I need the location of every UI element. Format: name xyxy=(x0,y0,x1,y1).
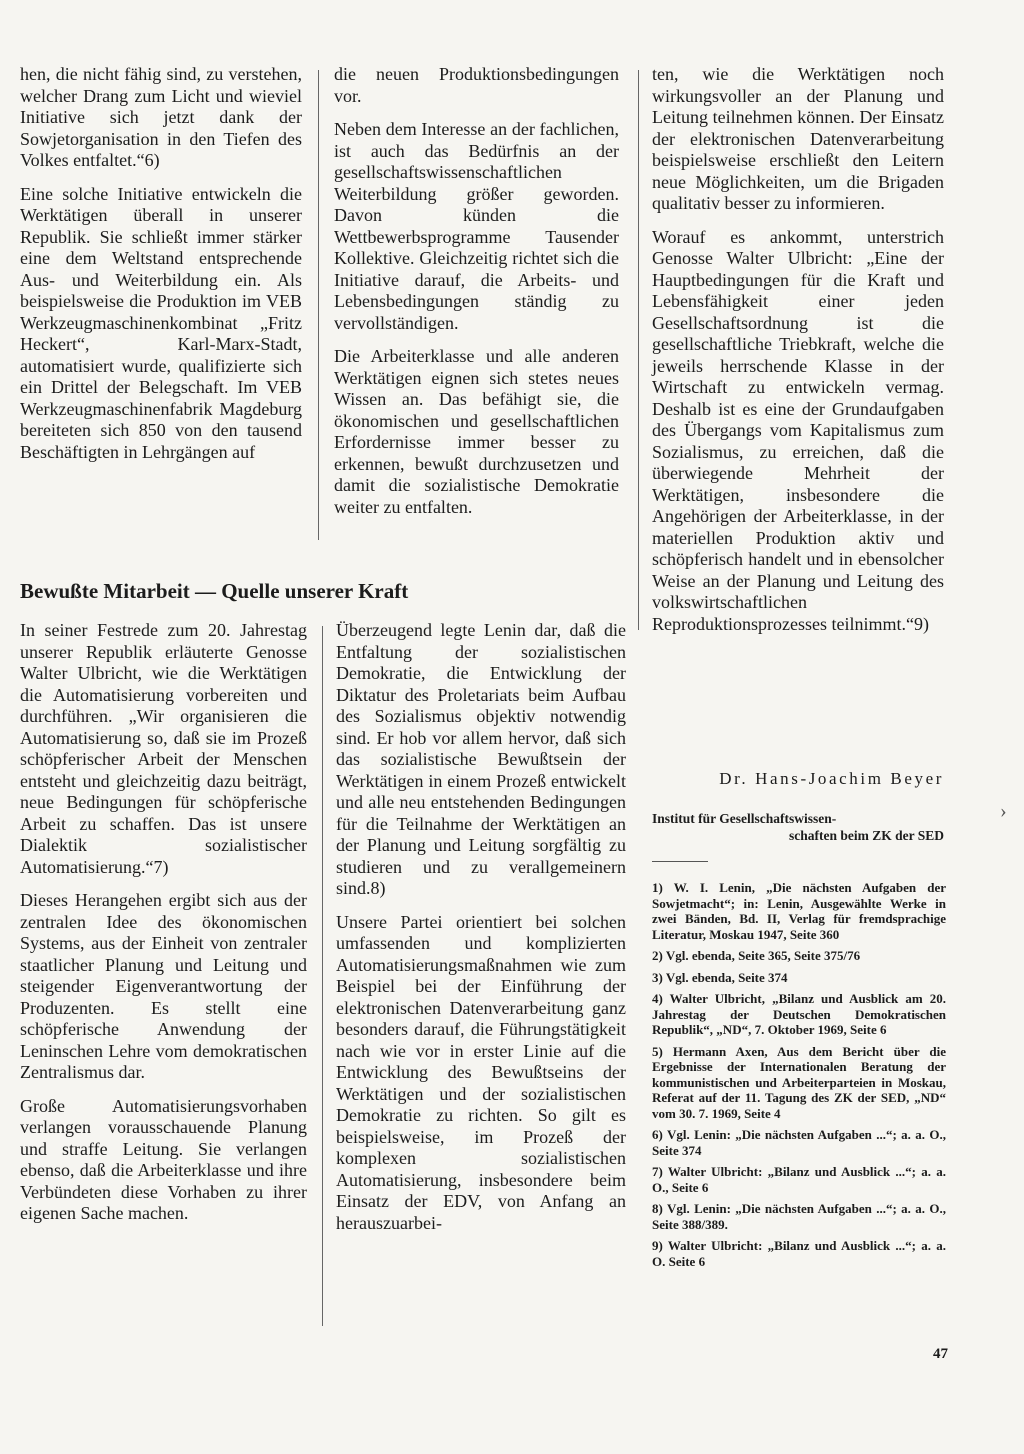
footnote: 5) Hermann Axen, Aus dem Bericht über die Ergebnisse der Internationalen Beratung der kommunistischen und Arbeiterparteien in Moskau, Referat auf der 11. Tagung des ZK der SED, „ND“ vom 30. 7. 1969, Seite 4 xyxy=(652,1043,946,1121)
footnote: 2) Vgl. ebenda, Seite 365, Seite 375/76 xyxy=(652,948,861,963)
bottom-column-2 xyxy=(336,620,626,1246)
author-institute xyxy=(652,810,944,844)
paragraph: Die Arbeiterklasse und alle anderen Werktätigen eignen sich stetes neues Wissen an. Das befähigt sie, die ökonomischen und gesellschaftlichen Erfordernisse immer besser zu erkennen, bewußt durchzusetzen und damit die sozialistische Demokratie weiter zu entfalten. xyxy=(334,346,619,517)
top-column-1 xyxy=(20,64,302,475)
paragraph: Worauf es ankommt, unterstrich Genosse Walter Ulbricht: „Eine der Hauptbedingungen für die Kraft und Lebensfähigkeit einer jeden Gesellschaftsordnung ist die gesellschaftliche Triebkraft, welche die jeweils herrschende Klasse in der Wirtschaft zu entwickeln vermag. Deshalb ist es eine der Grundaufgaben des Übergangs vom Kapitalismus zum Sozialismus, zu erreichen, daß die überwiegende Mehrheit der Werktätigen, insbesondere die Angehörigen der Arbeiterklasse, in der materiellen Produktion aktiv und schöpferisch handelt und in ebensolcher Weise an der Planung und Leitung des volkswirtschaftlichen Reproduktionsprozesses teilnimmt.“9) xyxy=(652,226,944,634)
column-divider xyxy=(638,70,639,630)
paragraph: Überzeugend legte Lenin dar, daß die Entfaltung der sozialistischen Demokratie, die Entwicklung der Diktatur des Proletariats beim Aufbau des Sozialismus objektiv notwendig sind. Er hob vor allem hervor, daß sich das sozialistische Bewußtsein der Werktätigen in einem Prozeß entwickelt und alle neu entstehenden Bedingungen für die Teilnahme der Werktätigen an der Planung und Leitung sorgfältig zu studieren und zu verallgemeinern sind.8) xyxy=(336,620,626,898)
paragraph: Eine solche Initiative entwickeln die Werktätigen überall in unserer Republik. Sie schließt immer stärker eine dem Weltstand entsprechende Aus- und Weiterbildung ein. Als beispielsweise die Produktion im VEB Werkzeugmaschinenkombinat „Fritz Heckert“, Karl-Marx-Stadt, automatisiert wurde, qualifizierte sich ein Drittel der Belegschaft. Im VEB Werkzeugmaschinenfabrik Magdeburg bereiteten sich 850 von den tausend Beschäftigten in Lehrgängen auf xyxy=(20,183,302,462)
margin-mark: › xyxy=(1000,800,1007,822)
footnote: 3) Vgl. ebenda, Seite 374 xyxy=(652,969,788,985)
footnote: 6) Vgl. Lenin: „Die nächsten Aufgaben ...“; a. a. O., Seite 374 xyxy=(652,1127,946,1158)
institute-line: Institut für Gesellschaftswissen- xyxy=(652,811,837,826)
footnote: 8) Vgl. Lenin: „Die nächsten Aufgaben ...“; a. a. O., Seite 388/389. xyxy=(652,1201,946,1232)
paragraph: ten, wie die Werktätigen noch wirkungsvoller an der Planung und Leitung teilnehmen können. Der Einsatz der elektronischen Datenverarbeitung beispielsweise erschließt den Leitern neue Möglichkeiten, um die Brigaden qualitativ besser zu informieren. xyxy=(652,64,944,213)
institute-line: schaften beim ZK der SED xyxy=(788,828,944,843)
top-column-2 xyxy=(334,64,619,530)
footnote: 1) W. I. Lenin, „Die nächsten Aufgaben der Sowjetmacht“; in: Lenin, Ausgewählte Werke in zwei Bänden, Bd. II, Verlag für fremdsprachige Literatur, Moskau 1947, Seite 360 xyxy=(652,880,946,942)
footnote-rule xyxy=(652,861,708,862)
footnote: 7) Walter Ulbricht: „Bilanz und Ausblick ...“; a. a. O., Seite 6 xyxy=(652,1164,946,1195)
author-name: Dr. Hans-Joachim Beyer xyxy=(719,769,944,788)
column-divider xyxy=(318,70,319,540)
paragraph: Große Automatisierungsvorhaben verlangen vorausschauende Planung und straffe Leitung. Sie verlangen ebenso, daß die Arbeiterklasse und ihre Verbündeten diese Vorhaben zu ihrer eigenen Sache machen. xyxy=(20,1095,307,1223)
footnote: 9) Walter Ulbricht: „Bilanz und Ausblick ...“; a. a. O. Seite 6 xyxy=(652,1238,946,1269)
footnotes xyxy=(652,880,946,1275)
column-3 xyxy=(652,64,944,647)
page-number: 47 xyxy=(933,1346,948,1362)
section-heading: Bewußte Mitarbeit — Quelle unserer Kraft xyxy=(20,579,409,603)
paragraph: In seiner Festrede zum 20. Jahrestag unserer Republik erläuterte Genosse Walter Ulbricht, wie die Werktätigen die Automatisierung vorbereiten und durchführen. „Wir organisieren die Automatisierung so, daß sie im Prozeß schöpferischer Arbeit der Menschen entsteht und gleichzeitig dazu beiträgt, neue Bedingungen für schöpferische Arbeit zu schaffen. Das ist unsere Dialektik sozialistischer Automatisierung.“7) xyxy=(20,620,307,877)
paragraph: Neben dem Interesse an der fachlichen, ist auch das Bedürfnis an der gesellschaftswissenschaftlichen Weiterbildung größer geworden. Davon künden die Wettbewerbsprogramme Tausender Kollektive. Gleichzeitig richtet sich die Initiative darauf, die Arbeits- und Lebensbedingungen ständig zu vervollständigen. xyxy=(334,119,619,333)
paragraph: hen, die nicht fähig sind, zu verstehen, welcher Drang zum Licht und wieviel Initiative sich jetzt dank der Sowjetorganisation in den Tiefen des Volkes entfaltet.“6) xyxy=(20,64,302,170)
column-divider xyxy=(322,626,323,1326)
footnote: 4) Walter Ulbricht, „Bilanz und Ausblick am 20. Jahrestag der Deutschen Demokratischen Republik“, „ND“, 7. Oktober 1969, Seite 6 xyxy=(652,991,946,1037)
bottom-column-1 xyxy=(20,620,307,1237)
paragraph: Unsere Partei orientiert bei solchen umfassenden und komplizierten Automatisierungsmaßnahmen wie zum Beispiel bei der Einführung der elektronischen Datenverarbeitung ganz besonders darauf, die Führungstätigkeit nach wie vor in erster Linie auf die Entwicklung des Bewußtseins der Werktätigen und der sozialistischen Demokratie zu richten. So gilt es beispielsweise, im Prozeß der komplexen sozialistischen Automatisierung, insbesondere beim Einsatz der EDV, von Anfang an herauszuarbei- xyxy=(336,911,626,1233)
paragraph: die neuen Produktionsbedingungen vor. xyxy=(334,64,619,106)
paragraph: Dieses Herangehen ergibt sich aus der zentralen Idee des ökonomischen Systems, aus der Einheit von zentraler staatlicher Planung und Leitung und steigender Eigenverantwortung der Produzenten. Es stellt eine schöpferische Anwendung der Leninschen Lehre vom demokratischen Zentralismus dar. xyxy=(20,890,307,1082)
